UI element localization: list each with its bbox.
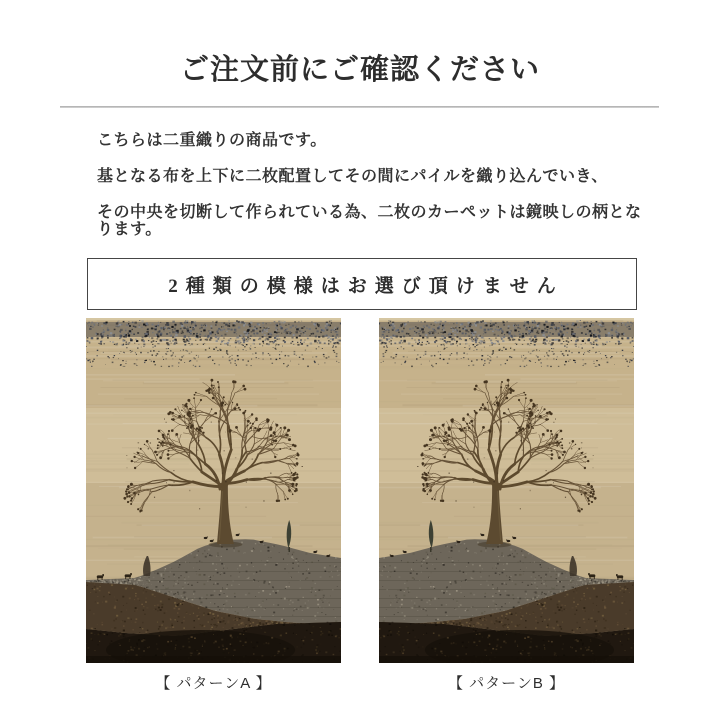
pattern-b-figure	[379, 318, 634, 693]
pattern-comparison	[86, 318, 634, 693]
notice-box	[87, 258, 637, 310]
carpet-image-pattern-b	[379, 318, 634, 663]
pattern-b-label: 【 パターンB 】	[447, 675, 566, 692]
description-line-2: 基となる布を上下に二枚配置してその間にパイルを織り込んでいき、	[97, 168, 608, 185]
carpet-image-pattern-a	[86, 318, 341, 663]
description-line-3: その中央を切断して作られている為、二枚のカーペットは鏡映しの柄となります。	[97, 204, 642, 238]
product-description	[97, 132, 657, 257]
page-title: ご注文前にご確認ください	[179, 54, 540, 86]
title-divider	[60, 106, 659, 108]
pattern-a-label: 【 パターンA 】	[155, 675, 272, 692]
description-line-1: こちらは二重織りの商品です。	[97, 132, 327, 149]
notice-text: 2種類の模様はお選び頂けません	[168, 275, 564, 297]
pattern-a-figure	[86, 318, 341, 693]
